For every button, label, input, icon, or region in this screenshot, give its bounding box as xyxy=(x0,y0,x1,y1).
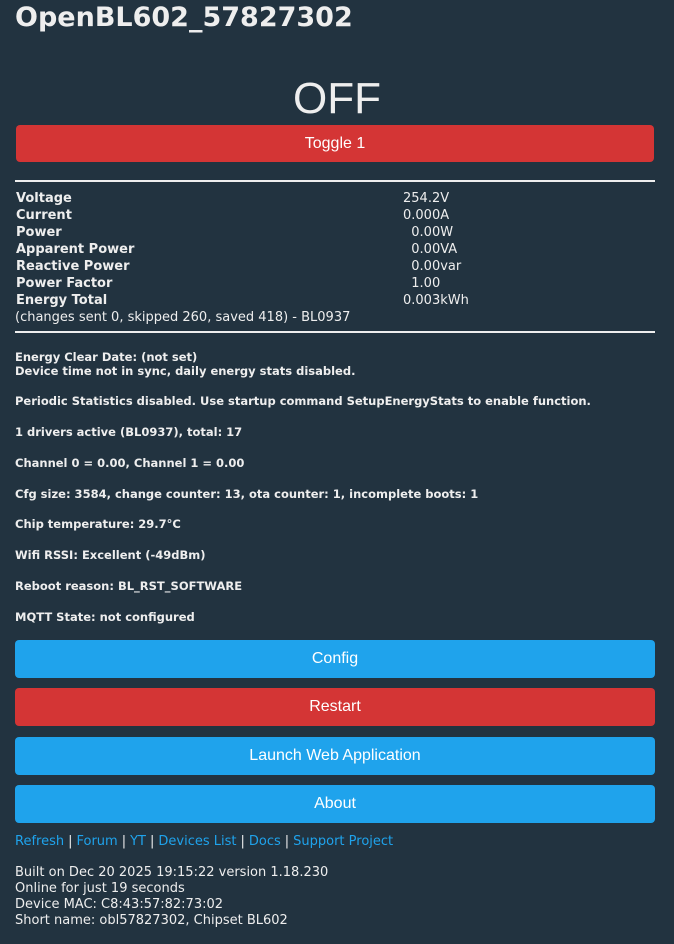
measurement-value: 0.00VA xyxy=(403,242,458,257)
build-version: Built on Dec 20 2025 19:15:22 version 1.18.230 xyxy=(15,865,329,880)
measurement-label: Energy Total xyxy=(16,293,108,308)
chip-temperature: Chip temperature: 29.7°C xyxy=(15,517,181,531)
forum-link[interactable]: Forum xyxy=(76,834,118,849)
measurement-label: Apparent Power xyxy=(16,242,135,257)
uptime: Online for just 19 seconds xyxy=(15,881,185,896)
docs-link[interactable]: Docs xyxy=(248,834,281,849)
yt-link[interactable]: YT xyxy=(130,834,146,849)
measurement-row-apparent-power xyxy=(15,241,655,258)
measurement-value: 254.2V xyxy=(403,191,450,206)
about-button[interactable]: About xyxy=(15,785,655,823)
measurement-row-reactive-power xyxy=(15,258,655,275)
measurement-label: Reactive Power xyxy=(16,259,130,274)
link-separator: | xyxy=(284,834,290,849)
measurement-value: 0.003kWh xyxy=(403,293,469,308)
drivers-status: 1 drivers active (BL0937), total: 17 xyxy=(15,425,243,439)
measurement-label: Current xyxy=(16,208,72,223)
cfg-status: Cfg size: 3584, change counter: 13, ota counter: 1, incomplete boots: 1 xyxy=(15,487,479,501)
measurement-value: 0.000A xyxy=(403,208,450,223)
footer-links xyxy=(15,833,393,850)
link-separator: | xyxy=(121,834,127,849)
mqtt-state: MQTT State: not configured xyxy=(15,610,195,624)
measurements-table xyxy=(15,190,655,326)
config-button[interactable]: Config xyxy=(15,640,655,678)
support-project-link[interactable]: Support Project xyxy=(293,834,394,849)
measurement-row-power-factor xyxy=(15,275,655,292)
measurement-row-voltage xyxy=(15,190,655,207)
measurement-label: Voltage xyxy=(16,191,72,206)
link-separator: | xyxy=(68,834,73,849)
measurement-value: 0.00var xyxy=(403,259,462,274)
restart-button[interactable]: Restart xyxy=(15,688,655,726)
refresh-link[interactable]: Refresh xyxy=(15,834,65,849)
page-title: OpenBL602_57827302 xyxy=(15,2,353,33)
measurement-value: 0.00W xyxy=(403,225,454,240)
wifi-rssi: Wifi RSSI: Excellent (-49dBm) xyxy=(15,548,206,562)
link-separator: | xyxy=(240,834,245,849)
short-name: Short name: obl57827302, Chipset BL602 xyxy=(15,913,288,928)
measurement-label: Power xyxy=(16,225,62,240)
power-state-label: OFF xyxy=(293,74,381,123)
devices-list-link[interactable]: Devices List xyxy=(158,834,237,849)
periodic-stats-status: Periodic Statistics disabled. Use startup command SetupEnergyStats to enable function. xyxy=(15,394,591,408)
toggle-1-button[interactable]: Toggle 1 xyxy=(16,125,654,162)
channels-status: Channel 0 = 0.00, Channel 1 = 0.00 xyxy=(15,456,245,470)
measurement-row-energy-total xyxy=(15,292,655,309)
device-mac: Device MAC: C8:43:57:82:73:02 xyxy=(15,897,224,912)
divider xyxy=(15,331,655,333)
measurement-summary: (changes sent 0, skipped 260, saved 418) - BL0937 xyxy=(15,310,351,325)
build-info xyxy=(15,865,328,929)
link-separator: | xyxy=(149,834,155,849)
measurement-value: 1.00 xyxy=(403,276,441,291)
measurement-label: Power Factor xyxy=(16,276,113,291)
divider xyxy=(15,180,655,182)
time-sync-status: Device time not in sync, daily energy stats disabled. xyxy=(15,364,356,378)
measurement-row-power xyxy=(15,224,655,241)
reboot-reason: Reboot reason: BL_RST_SOFTWARE xyxy=(15,579,243,593)
measurement-row-current xyxy=(15,207,655,224)
launch-web-app-button[interactable]: Launch Web Application xyxy=(15,737,655,775)
energy-clear-date: Energy Clear Date: (not set) xyxy=(15,350,198,364)
